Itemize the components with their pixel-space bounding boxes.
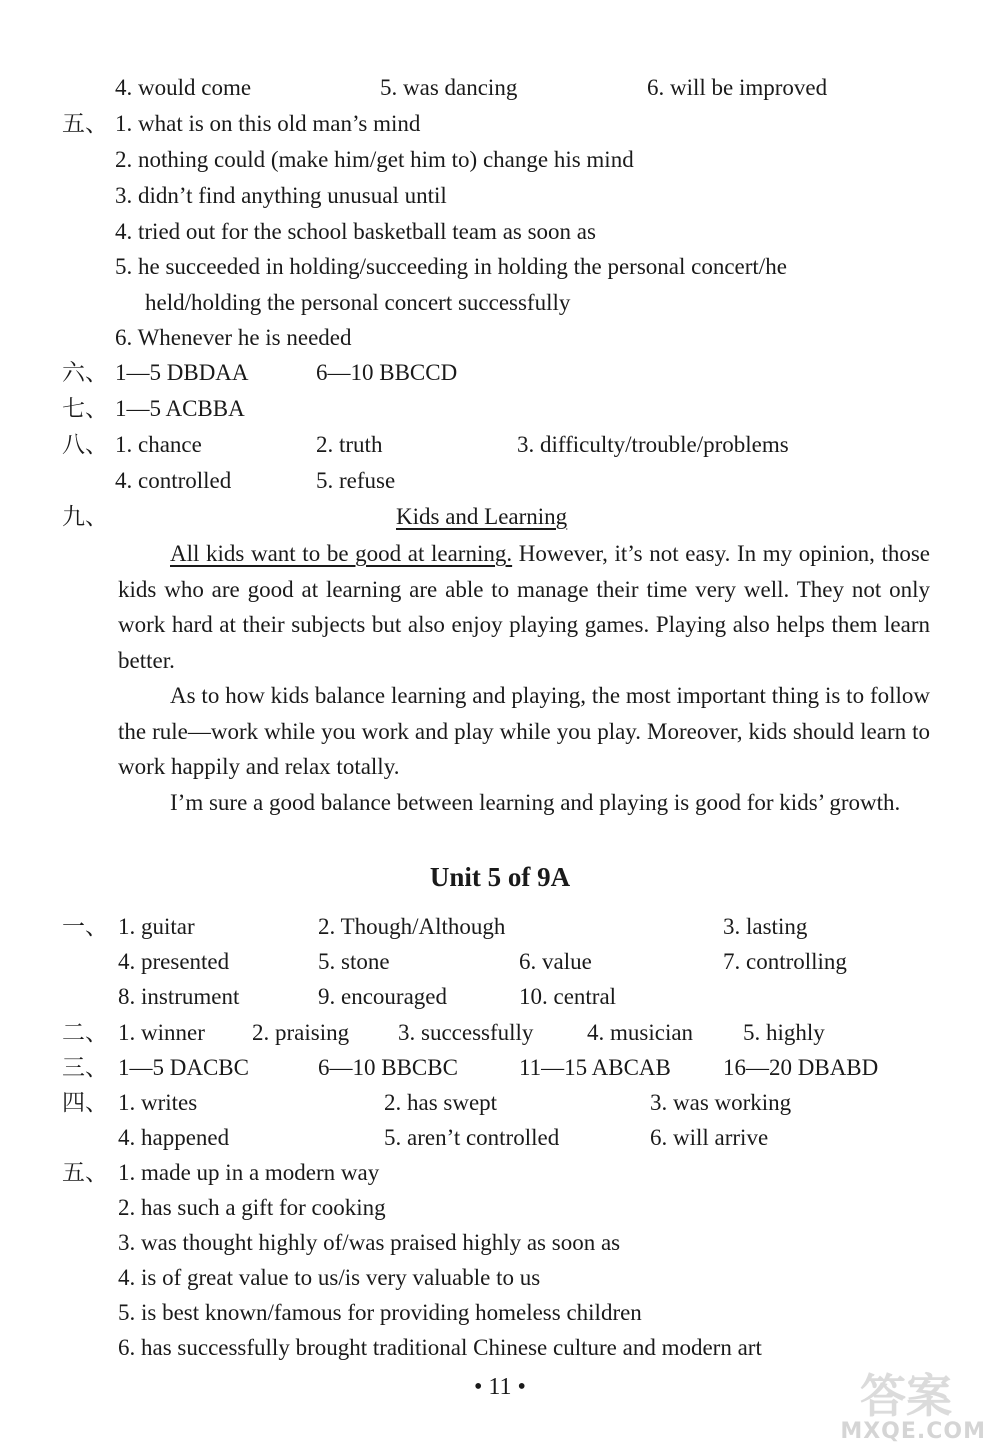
u2-item-4: 4. musician xyxy=(587,1020,694,1045)
sec8-item-5: 5. refuse xyxy=(316,468,396,493)
u2-item-5: 5. highly xyxy=(743,1020,825,1045)
u5-item: 2. has such a gift for cooking xyxy=(118,1195,386,1220)
watermark-mark: 答案 xyxy=(860,1369,952,1423)
sec5-item: 3. didn’t find anything unusual until xyxy=(115,183,447,208)
watermark-site: MXQE.COM xyxy=(840,1419,986,1444)
sec6-label: 六、 xyxy=(62,360,108,385)
essay-topic-sentence: All kids want to be good at learning. xyxy=(170,541,513,566)
u4-item-1: 1. writes xyxy=(118,1090,198,1115)
u1-item-7: 7. controlling xyxy=(723,949,847,974)
sec8-item-2: 2. truth xyxy=(316,432,383,457)
u5-item: 4. is of great value to us/is very valuable to us xyxy=(118,1265,541,1290)
essay-paragraph-2: As to how kids balance learning and playing, the most important thing is to follow the rule—work while you work and play while you play. Moreover, kids should learn to work happily and relax totally. xyxy=(118,683,930,779)
u4-item-4: 4. happened xyxy=(118,1125,230,1150)
u2-label: 二、 xyxy=(62,1020,108,1045)
u5-item: 6. has successfully brought traditional Chinese culture and modern art xyxy=(118,1335,762,1360)
u4-item-5: 5. aren’t controlled xyxy=(384,1125,560,1150)
sec8-item-3: 3. difficulty/trouble/problems xyxy=(517,432,789,457)
u4-item-6: 6. will arrive xyxy=(650,1125,769,1150)
u1-item-6: 6. value xyxy=(519,949,592,974)
essay-title: Kids and Learning xyxy=(396,504,568,529)
u2-item-1: 1. winner xyxy=(118,1020,205,1045)
sec5-item: 5. he succeeded in holding/succeeding in holding the personal concert/he xyxy=(115,254,787,279)
u3-answers-3: 11—15 ABCAB xyxy=(519,1055,671,1080)
watermark-logo xyxy=(802,1358,992,1448)
u3-answers-2: 6—10 BBCBC xyxy=(318,1055,458,1080)
sec5-item: 1. what is on this old man’s mind xyxy=(115,111,421,136)
u5-label: 五、 xyxy=(62,1160,108,1185)
sec4-item-6: 6. will be improved xyxy=(647,75,828,100)
u3-answers-4: 16—20 DBABD xyxy=(723,1055,879,1080)
sec9-label: 九、 xyxy=(62,504,108,529)
sec5-item: 4. tried out for the school basketball team as soon as xyxy=(115,219,596,244)
sec4-item-5: 5. was dancing xyxy=(380,75,518,100)
sec6-answers-2: 6—10 BBCCD xyxy=(316,360,458,385)
u2-item-3: 3. successfully xyxy=(398,1020,534,1045)
sec8-item-4: 4. controlled xyxy=(115,468,232,493)
sec5-item-continuation: held/holding the personal concert successfully xyxy=(145,290,571,315)
sec6-answers-1: 1—5 DBDAA xyxy=(115,360,249,385)
u4-item-2: 2. has swept xyxy=(384,1090,498,1115)
u2-item-2: 2. praising xyxy=(252,1020,350,1045)
sec5-item: 2. nothing could (make him/get him to) change his mind xyxy=(115,147,634,172)
u1-item-9: 9. encouraged xyxy=(318,984,447,1009)
u1-item-4: 4. presented xyxy=(118,949,230,974)
u1-item-3: 3. lasting xyxy=(723,914,808,939)
u1-item-10: 10. central xyxy=(519,984,617,1009)
unit-title: Unit 5 of 9A xyxy=(429,862,571,892)
u1-item-1: 1. guitar xyxy=(118,914,195,939)
sec7-answers: 1—5 ACBBA xyxy=(115,396,245,421)
u4-item-3: 3. was working xyxy=(650,1090,792,1115)
u5-item: 1. made up in a modern way xyxy=(118,1160,380,1185)
u1-item-2: 2. Though/Although xyxy=(318,914,506,939)
u1-item-5: 5. stone xyxy=(318,949,390,974)
u1-item-8: 8. instrument xyxy=(118,984,240,1009)
sec8-label: 八、 xyxy=(62,432,108,457)
essay-paragraph-1 xyxy=(118,536,930,678)
u3-label: 三、 xyxy=(62,1055,108,1080)
page-number: • 11 • xyxy=(474,1374,526,1400)
essay-paragraph-3: I’m sure a good balance between learning and playing is good for kids’ growth. xyxy=(170,789,901,815)
sec4-item-4: 4. would come xyxy=(115,75,252,100)
u3-answers-1: 1—5 DACBC xyxy=(118,1055,249,1080)
sec5-label: 五、 xyxy=(62,111,108,136)
u5-item: 3. was thought highly of/was praised highly as soon as xyxy=(118,1230,621,1255)
u4-label: 四、 xyxy=(62,1090,108,1115)
u1-label: 一、 xyxy=(62,914,108,939)
sec5-item: 6. Whenever he is needed xyxy=(115,325,352,350)
sec8-item-1: 1. chance xyxy=(115,432,202,457)
essay-body xyxy=(118,536,930,820)
essay-paragraph-1-text: However, it’s not easy. In my opinion, those kids who are good at learning are able to manage their time very well. They not only work hard at their subjects but also enjoy playing games. Playing also helps them learn better. xyxy=(118,541,931,673)
sec7-label: 七、 xyxy=(62,396,108,421)
u5-item: 5. is best known/famous for providing homeless children xyxy=(118,1300,642,1325)
